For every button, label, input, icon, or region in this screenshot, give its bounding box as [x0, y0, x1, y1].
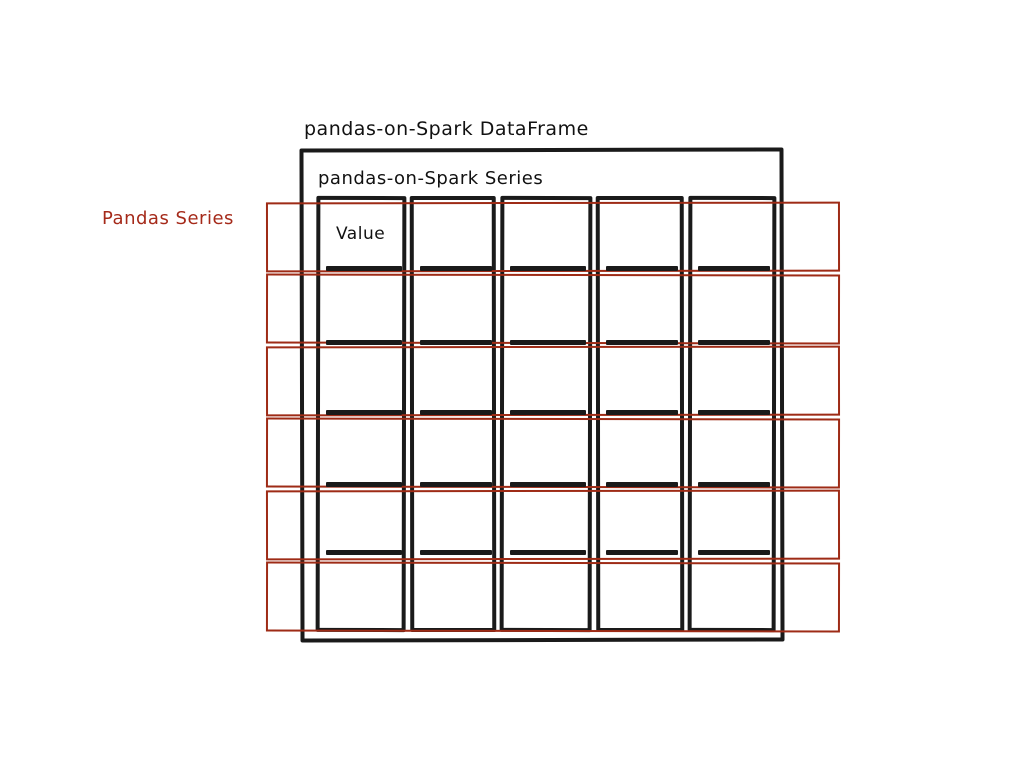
cell-value-tick [420, 410, 492, 415]
pandas-series-row [266, 561, 840, 632]
cell-value-tick [698, 482, 770, 487]
cell-value-tick [698, 340, 770, 345]
cell-value-tick [606, 266, 678, 271]
dataframe-title: pandas-on-Spark DataFrame [304, 118, 589, 140]
cell-value-label: Value [336, 224, 386, 244]
cell-value-tick [420, 266, 492, 271]
cell-value-tick [698, 550, 770, 555]
spark-series-title: pandas-on-Spark Series [318, 168, 544, 189]
cell-value-tick [326, 550, 402, 555]
cell-value-tick [510, 550, 586, 555]
cell-value-tick [606, 340, 678, 345]
cell-value-tick [606, 482, 678, 487]
cell-value-tick [420, 340, 492, 345]
pandas-series-row [266, 273, 840, 344]
pandas-series-label: Pandas Series [102, 208, 234, 229]
cell-value-tick [326, 340, 402, 345]
cell-value-tick [698, 266, 770, 271]
cell-value-tick [698, 410, 770, 415]
cell-value-tick [510, 482, 586, 487]
pandas-series-row [266, 346, 840, 417]
cell-value-tick [510, 340, 586, 345]
cell-value-tick [510, 410, 586, 415]
cell-value-tick [326, 482, 402, 487]
cell-value-tick [510, 266, 586, 271]
cell-value-tick [420, 482, 492, 487]
cell-value-tick [420, 550, 492, 555]
cell-value-tick [326, 410, 402, 415]
cell-value-tick [606, 550, 678, 555]
cell-value-tick [326, 266, 402, 271]
pandas-series-row [266, 417, 840, 488]
cell-value-tick [606, 410, 678, 415]
